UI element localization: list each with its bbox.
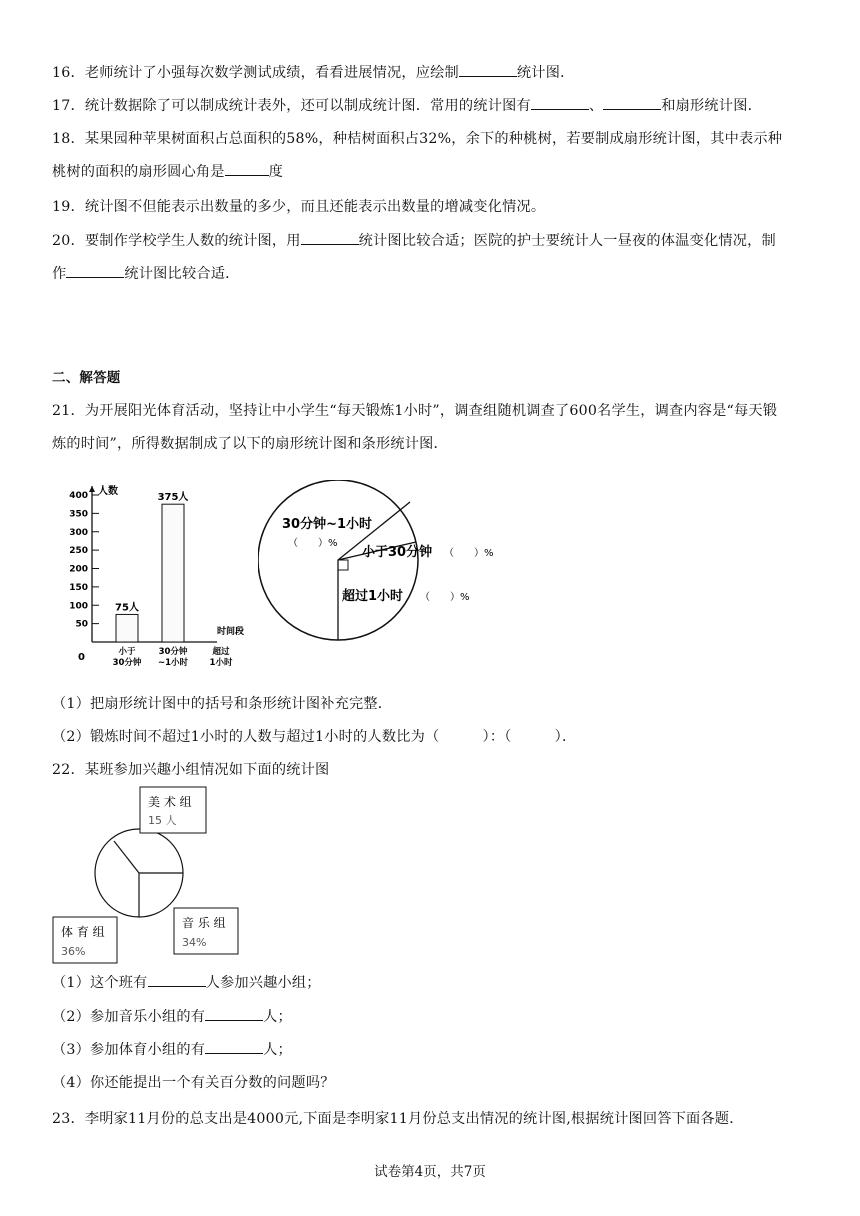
pie-chart-exercise	[258, 480, 498, 650]
pie-radius-line	[114, 841, 139, 873]
slice-label-sports: 体 育 组	[61, 925, 105, 939]
x-tick-label: 30分钟	[112, 658, 142, 668]
question-17: 17．统计数据除了可以制成统计表外，还可以制成统计图．常用的统计图有 、 和扇形统计图．	[52, 98, 762, 114]
bar	[162, 504, 184, 642]
question-18-line1: 18．某果园种苹果树面积占总面积的58%，种桔树面积占32%，余下的种桃树，若要制成扇形统计图，其中表示种	[52, 131, 783, 147]
page-footer: 试卷第4页，共7页	[374, 1164, 486, 1180]
slice-value-music: 34%	[182, 936, 207, 949]
answer-blank[interactable]	[205, 1041, 263, 1054]
question-22-title: 22．某班参加兴趣小组情况如下面的统计图	[52, 762, 330, 778]
x-tick-label: 1小时	[209, 658, 233, 668]
question-22-sub3: （3）参加体育小组的有 人；	[52, 1042, 292, 1058]
question-20-line1: 20．要制作学校学生人数的统计图，用 统计图比较合适；医院的护士要统计人一昼夜的体温变化情况，制	[52, 233, 776, 249]
bar	[116, 614, 138, 642]
x-tick-label: 30分钟	[158, 647, 188, 657]
y-tick-label: 400	[69, 491, 88, 501]
y-tick-label: 350	[69, 509, 88, 520]
slice-label-over-60: 超过1小时	[342, 589, 404, 604]
bar-value-label: 375人	[157, 492, 189, 504]
slice-pct-under-30: （ ）%	[444, 548, 494, 559]
slice-value-art: 15 人	[148, 814, 177, 827]
answer-blank[interactable]	[603, 97, 661, 110]
bar-value-label: 75人	[115, 602, 139, 614]
question-22-sub2: （2）参加音乐小组的有 人；	[52, 1009, 292, 1025]
origin-label: 0	[78, 652, 85, 663]
right-angle-mark	[338, 560, 348, 570]
y-axis-arrow	[89, 486, 95, 492]
answer-blank[interactable]	[225, 163, 269, 176]
y-tick-label: 200	[69, 564, 88, 575]
slice-pct-30-60: （ ）%	[288, 538, 338, 549]
slice-label-30-60: 30分钟~1小时	[282, 517, 373, 532]
answer-blank[interactable]	[205, 1008, 263, 1021]
question-22-sub1: （1）这个班有 人参加兴趣小组；	[52, 975, 321, 991]
x-tick-label: 超过	[212, 647, 230, 657]
slice-label-art: 美 术 组	[148, 795, 192, 809]
y-axis-label: 人数	[98, 486, 118, 497]
question-21-sub2: （2）锻炼时间不超过1小时的人数与超过1小时的人数比为（ ）：（ ）．	[52, 729, 577, 745]
answer-blank[interactable]	[459, 64, 517, 77]
answer-blank[interactable]	[301, 232, 359, 245]
question-18-line2: 桃树的面积的扇形圆心角是 度	[52, 164, 284, 180]
question-23: 23．李明家11月份的总支出是4000元,下面是李明家11月份总支出情况的统计图,根据统计图回答下面各题．	[52, 1111, 744, 1127]
y-tick-label: 50	[75, 619, 88, 630]
y-tick-label: 300	[69, 527, 88, 538]
question-21-sub1: （1）把扇形统计图中的括号和条形统计图补充完整．	[52, 696, 393, 712]
slice-label-under-30: 小于30分钟	[362, 545, 433, 560]
question-21-line1: 21．为开展阳光体育活动，坚持让中小学生“每天锻炼1小时”，调查组随机调查了600名学生，调查内容是“每天锻	[52, 403, 778, 419]
answer-blank[interactable]	[66, 265, 124, 278]
x-axis-label: 时间段	[217, 627, 245, 637]
y-tick-label: 150	[69, 582, 88, 593]
slice-pct-over-60: （ ）%	[420, 592, 470, 603]
bar-chart	[52, 470, 252, 675]
slice-label-music: 音 乐 组	[182, 916, 226, 930]
question-21-line2: 炼的时间”，所得数据制成了以下的扇形统计图和条形统计图．	[52, 436, 448, 452]
pie-chart-interest-groups	[52, 786, 272, 966]
answer-blank[interactable]	[531, 97, 589, 110]
question-16: 16．老师统计了小强每次数学测试成绩，看看进展情况，应绘制 统计图．	[52, 65, 575, 81]
x-tick-label: ~1小时	[157, 658, 189, 668]
question-20-line2: 作 统计图比较合适．	[52, 266, 240, 282]
slice-value-sports: 36%	[61, 945, 86, 958]
answer-blank[interactable]	[148, 974, 206, 987]
question-19: 19．统计图不但能表示出数量的多少，而且还能表示出数量的增减变化情况。	[52, 199, 546, 215]
question-22-sub4: （4）你还能提出一个有关百分数的问题吗？	[52, 1075, 335, 1091]
y-tick-label: 250	[69, 546, 88, 557]
section-heading: 二、解答题	[52, 370, 121, 386]
y-tick-label: 100	[69, 601, 88, 612]
x-tick-label: 小于	[118, 647, 136, 657]
